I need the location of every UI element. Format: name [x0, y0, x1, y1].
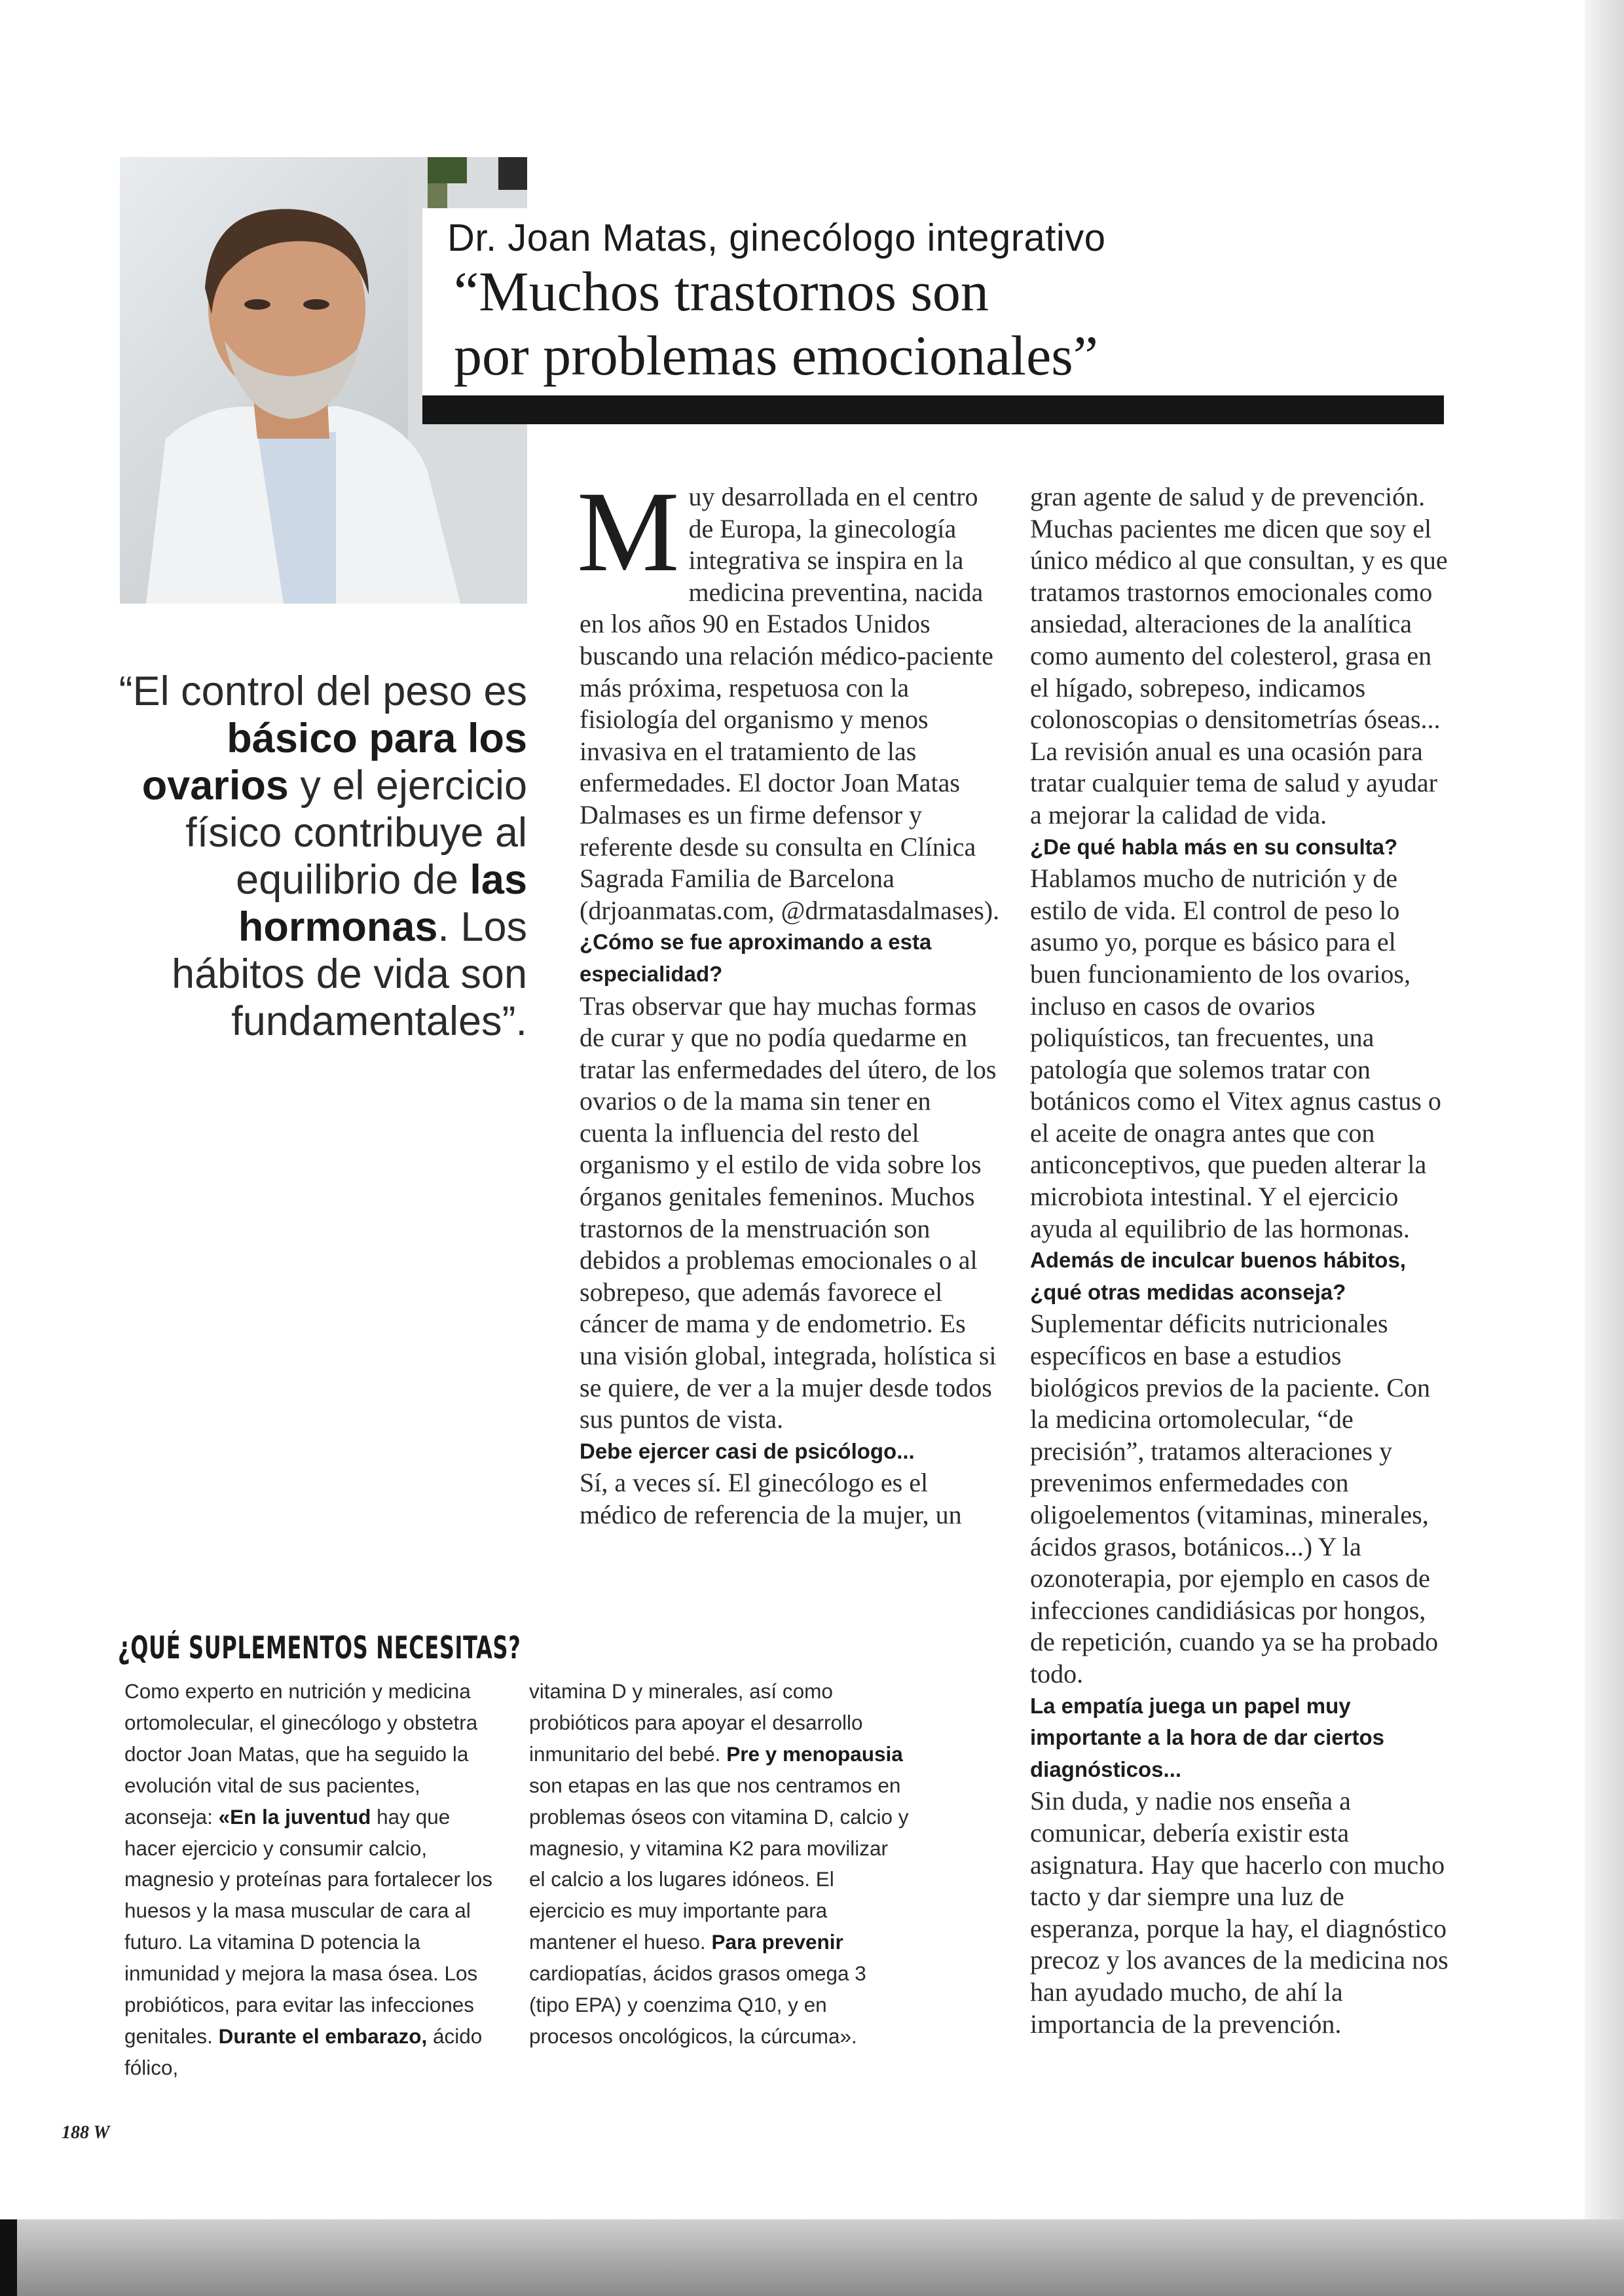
question-2: Debe ejercer casi de psicólogo... — [580, 1438, 915, 1463]
box-column-1 — [124, 1676, 498, 2084]
kicker: Dr. Joan Matas, ginecólogo integrativo — [447, 217, 1106, 259]
box-column-2-text — [529, 1676, 909, 2052]
intro-paragraph — [577, 468, 1005, 926]
question-5: La empatía juega un papel muy importante a la hora de dar ciertos diagnósticos... — [1030, 1693, 1384, 1781]
page-number: 188 W — [62, 2123, 110, 2143]
box-text: vitamina D y minerales, así como probióticos para apoyar el desarrollo inmunitario del bebé. — [529, 1679, 863, 1766]
box-text: ácido fólico, — [124, 2024, 483, 2079]
pull-quote-bold-1: básico para los ovarios — [141, 716, 527, 809]
box-bold: «En la juventud — [218, 1804, 371, 1829]
question-4: Además de inculcar buenos hábitos, ¿qué otras medidas aconseja? — [1030, 1248, 1406, 1304]
box-text: son etapas en las que nos centramos en problemas óseos con vitamina D, calcio y magnesio, y vitamina K2 para movilizar el calcio a los lugares idóneos. El ejercicio es muy importante para mantener el hueso. — [529, 1773, 909, 1954]
answer-3: Hablamos mucho de nutrición y de estilo de vida. El control de peso lo asumo yo, porque es básico para el buen funcionamiento de los ovarios, incluso en casos de ovarios poliquísticos, tan frecuentes, una patología que solemos tratar con botánicos como el Vitex agnus castus o el aceite de onagra antes que con anticonceptivos, que pueden alterar la microbiota intestinal. Y el ejercicio ayuda al equilibrio de las hormonas. — [1030, 864, 1441, 1243]
box-text: Como experto en nutrición y medicina ortomolecular, el ginecólogo y obstetra doctor Joan Matas, que ha seguido la evolución vital de sus pacientes, aconseja: — [124, 1679, 478, 1829]
title-block — [422, 208, 1444, 423]
answer-5: Sin duda, y nadie nos enseña a comunicar, debería existir esta asignatura. Hay que hacerlo con mucho tacto y dar siempre una luz de esperanza, porque la hay, el diagnóstico precoz y los avances de la medicina nos han ayudado mucho, de ahí la importancia de la prevención. — [1030, 1786, 1449, 2039]
pull-quote-text-1: “El control del peso es — [119, 668, 527, 714]
pull-quote-text-2: y el ejercicio físico contribuye al equilibrio de — [185, 763, 527, 903]
question-1: ¿Cómo se fue aproximando a esta especialidad? — [580, 930, 932, 986]
box-text: hay que hacer ejercicio y consumir calcio, magnesio y proteínas para fortalecer los huesos y la masa muscular de cara al futuro. La vitamina D potencia la inmunidad y mejora la masa ósea. Los probióticos, para evitar las infecciones genitales. — [124, 1804, 493, 2048]
box-column-1-text — [124, 1676, 498, 2084]
title-rule — [422, 395, 1444, 424]
pull-quote-bold-2: las hormonas — [238, 857, 527, 950]
box-bold: Pre y menopausia — [726, 1741, 903, 1766]
article-column-2 — [1030, 481, 1449, 2040]
box-bold: Para prevenir — [711, 1930, 843, 1954]
scan-edge-mark — [0, 2219, 17, 2296]
box-title: ¿QUÉ SUPLEMENTOS NECESITAS? — [118, 1630, 521, 1666]
box-bold: Durante el embarazo, — [218, 2024, 428, 2048]
answer-1: Tras observar que hay muchas formas de curar y que no podía quedarme en tratar las enfermedades del útero, de los ovarios o de la mama sin tener en cuenta la influencia del resto del organismo y el estilo de vida sobre los órganos genitales femeninos. Muchos trastornos de la menstruación son debidos a problemas emocionales o al sobrepeso, que además favorece el cáncer de mama y de endometrio. Es una visión global, integrada, holística si se quiere, de ver a la mujer desde todos sus puntos de vista. — [580, 991, 997, 1434]
headline-line-2: por problemas emocionales” — [454, 324, 1098, 387]
box-column-2 — [529, 1676, 909, 2052]
drop-cap: M — [577, 468, 680, 596]
answer-2-start: Sí, a veces sí. El ginecólogo es el médico de referencia de la mujer, un — [580, 1468, 962, 1529]
headline — [454, 259, 1098, 388]
answer-4: Suplementar déficits nutricionales específicos en base a estudios biológicos previos de la paciente. Con la medicina ortomolecular, “de precisión”, tratamos alteraciones y prevenimos enfermedades con oligoelementos (vitaminas, minerales, ácidos grasos, botánicos...) Y la ozonoterapia, por ejemplo en casos de infecciones candidiásicas por hongos, de repetición, cuando ya se ha probado todo. — [1030, 1309, 1439, 1688]
pull-quote-text-3: . Los hábitos de vida son fundamentales”. — [172, 904, 527, 1044]
box-text: cardiopatías, ácidos grasos omega 3 (tipo EPA) y coenzima Q10, y en procesos oncológicos, la cúrcuma». — [529, 1961, 866, 2048]
next-page-edge — [1585, 0, 1624, 2296]
scan-bottom-edge — [0, 2219, 1624, 2296]
answer-2-end: gran agente de salud y de prevención. Muchas pacientes me dicen que soy el único médico al que consultan, y es que tratamos trastornos emocionales como ansiedad, alteraciones de la analítica como aumento del colesterol, grasa en el hígado, sobrepeso, indicamos colonoscopias o densitometrías óseas... La revisión anual es una ocasión para tratar cualquier tema de salud y ayudar a mejorar la calidad de vida. — [1030, 482, 1448, 829]
article-column-1 — [577, 468, 1005, 1531]
pull-quote — [118, 668, 527, 1045]
headline-line-1: “Muchos trastornos son — [454, 260, 989, 323]
intro-text: uy desarrollada en el centro de Europa, la ginecología integrativa se inspira en la medicina preventina, nacida en los años 90 en Estados Unidos buscando una relación médico-paciente más próxima, respetuosa con la fisiología del organismo y menos invasiva en el tratamiento de las enfermedades. El doctor Joan Matas Dalmases es un firme defensor y referente desde su consulta en Clínica Sagrada Familia de Barcelona (drjoanmatas.com, @drmatasdalmases). — [580, 482, 1000, 925]
question-3: ¿De qué habla más en su consulta? — [1030, 834, 1398, 859]
